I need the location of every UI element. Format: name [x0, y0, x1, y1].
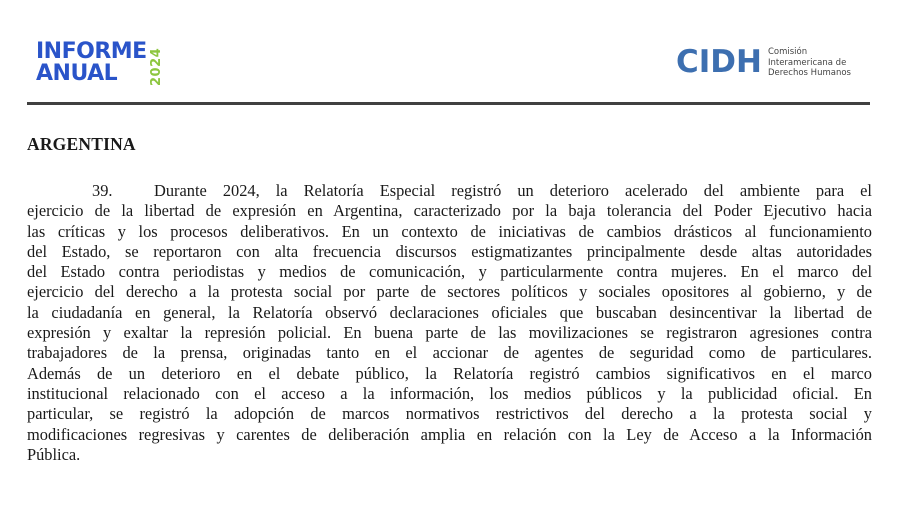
paragraph-line: del Estado contra periodistas y medios de comunicación, y particularmente contra mujeres. En el marco del [27, 262, 872, 282]
informe-anual-wordmark [36, 41, 147, 85]
cidh-name [768, 47, 851, 79]
paragraph-line: particular, se registró la adopción de marcos normativos restrictivos del derecho a la protesta social y [27, 404, 872, 424]
paragraph-line: ejercicio de la libertad de expresión en Argentina, caracterizado por la baja tolerancia del Poder Ejecutivo hacia [27, 201, 872, 221]
cidh-logo [676, 44, 851, 81]
logo-word-anual: ANUAL [36, 61, 118, 86]
paragraph-line: las críticas y los procesos deliberativos. En un contexto de iniciativas de cambios drásticos al funcionamiento [27, 221, 872, 241]
section-title: ARGENTINA [27, 134, 136, 154]
paragraph-line-text: Durante 2024, la Relatoría Especial registró un deterioro acelerado del ambiente para el [154, 181, 872, 200]
informe-anual-logo [36, 41, 163, 86]
paragraph-number: 39. [92, 181, 113, 200]
paragraph-line: la ciudadanía en general, la Relatoría observó declaraciones oficiales que buscaban desincentivar la libertad de [27, 302, 872, 322]
paragraph-39 [27, 181, 872, 465]
cidh-mark: CIDH [676, 44, 762, 81]
page-header [0, 0, 900, 104]
cidh-name-line: Comisión [767, 47, 808, 57]
paragraph-line: Pública. [27, 444, 81, 464]
paragraph-line: del Estado, se reportaron con alta frecuencia discursos estigmatizantes principalmente desde altas autoridades [27, 241, 872, 261]
paragraph-line: Además de un deterioro en el debate público, la Relatoría registró cambios significativos en el marco [27, 363, 872, 383]
paragraph-line: ejercicio del derecho a la protesta social por parte de sectores políticos y sociales opositores al gobierno, y de [27, 282, 872, 302]
header-divider [27, 102, 870, 105]
paragraph-line [27, 181, 872, 201]
cidh-name-line: Derechos Humanos [767, 68, 851, 78]
cidh-name-line: Interamericana de [767, 57, 847, 68]
logo-year: 2024 [148, 47, 164, 86]
paragraph-line: modificaciones regresivas y carentes de deliberación amplia en relación con la Ley de Acceso a la Información [27, 424, 872, 444]
paragraph-line: institucional relacionado con el acceso a la información, los medios públicos y la publicidad oficial. En [27, 383, 872, 403]
paragraph-line: trabajadores de la prensa, originadas tanto en el accionar de agentes de seguridad como de particulares. [27, 343, 872, 363]
paragraph-line: expresión y exaltar la represión policial. En buena parte de las movilizaciones se registraron agresiones contra [27, 323, 872, 343]
logo-word-informe: INFORME [36, 39, 147, 64]
